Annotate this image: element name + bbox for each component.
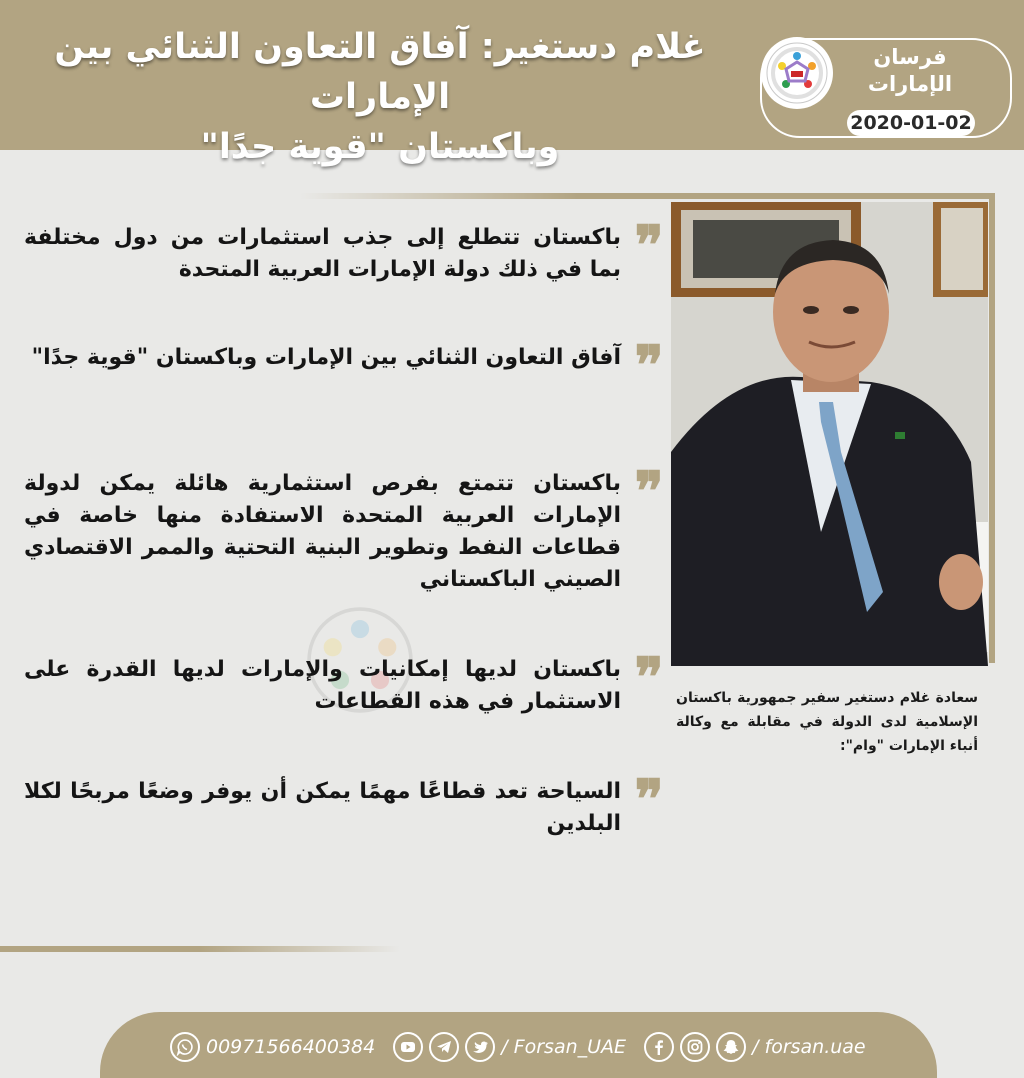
list-item — [24, 333, 669, 397]
divider-top — [300, 193, 995, 199]
page-title — [40, 22, 720, 172]
point-text: باكستان تتمتع بفرص استثمارية هائلة يمكن لدولة الإمارات العربية المتحدة الاستفادة منها خاصة في قطاعات النفط وتطوير البنية التحتية والممر الاقتصادي الصيني الباكستاني — [24, 471, 621, 592]
divider-bottom — [0, 946, 400, 952]
headline-line-1: غلام دستغير: آفاق التعاون الثنائي بين الإمارات — [54, 27, 706, 117]
youtube-icon[interactable] — [393, 1032, 423, 1062]
logo-icon — [764, 40, 830, 106]
instagram-icon[interactable] — [680, 1032, 710, 1062]
date-badge: 2020-01-02 — [847, 110, 975, 136]
divider-right — [989, 193, 995, 663]
social-handle[interactable]: / Forsan_UAE — [501, 1036, 627, 1058]
headline-line-2: وباكستان "قوية جدًا" — [200, 127, 560, 167]
web-handle[interactable]: / forsan.uae — [752, 1036, 866, 1058]
quote-icon: ❞ — [634, 333, 664, 397]
list-item — [24, 645, 669, 718]
whatsapp-icon[interactable] — [170, 1032, 200, 1062]
brand-line-2: الإمارات — [867, 72, 953, 96]
telegram-icon[interactable] — [429, 1032, 459, 1062]
brand-name — [840, 44, 980, 98]
point-text: السياحة تعد قطاعًا مهمًا يمكن أن يوفر وضعًا مربحًا لكلا البلدين — [24, 779, 621, 836]
photo-caption: سعادة غلام دستغير سفير جمهورية باكستان الإسلامية لدى الدولة في مقابلة مع وكالة أنباء الإمارات "وام": — [676, 690, 978, 754]
list-item — [24, 213, 669, 286]
snapchat-icon[interactable] — [716, 1032, 746, 1062]
list-item — [24, 767, 669, 840]
list-item — [24, 459, 669, 596]
ambassador-photo — [671, 202, 988, 666]
quote-icon: ❞ — [634, 459, 664, 523]
facebook-icon[interactable] — [644, 1032, 674, 1062]
footer-contacts — [170, 1030, 870, 1064]
phone-number[interactable]: 00971566400384 — [206, 1036, 376, 1058]
logo — [764, 40, 830, 106]
quote-icon: ❞ — [634, 767, 664, 831]
point-text: باكستان تتطلع إلى جذب استثمارات من دول مختلفة بما في ذلك دولة الإمارات العربية المتحدة — [24, 225, 621, 282]
quote-icon: ❞ — [634, 645, 664, 709]
point-text: باكستان لديها إمكانيات والإمارات لديها القدرة على الاستثمار في هذه القطاعات — [24, 657, 621, 714]
point-text: آفاق التعاون الثنائي بين الإمارات وباكستان "قوية جدًا" — [31, 345, 621, 370]
quote-icon: ❞ — [634, 213, 664, 277]
twitter-icon[interactable] — [465, 1032, 495, 1062]
brand-line-1: فرسان — [873, 45, 947, 69]
